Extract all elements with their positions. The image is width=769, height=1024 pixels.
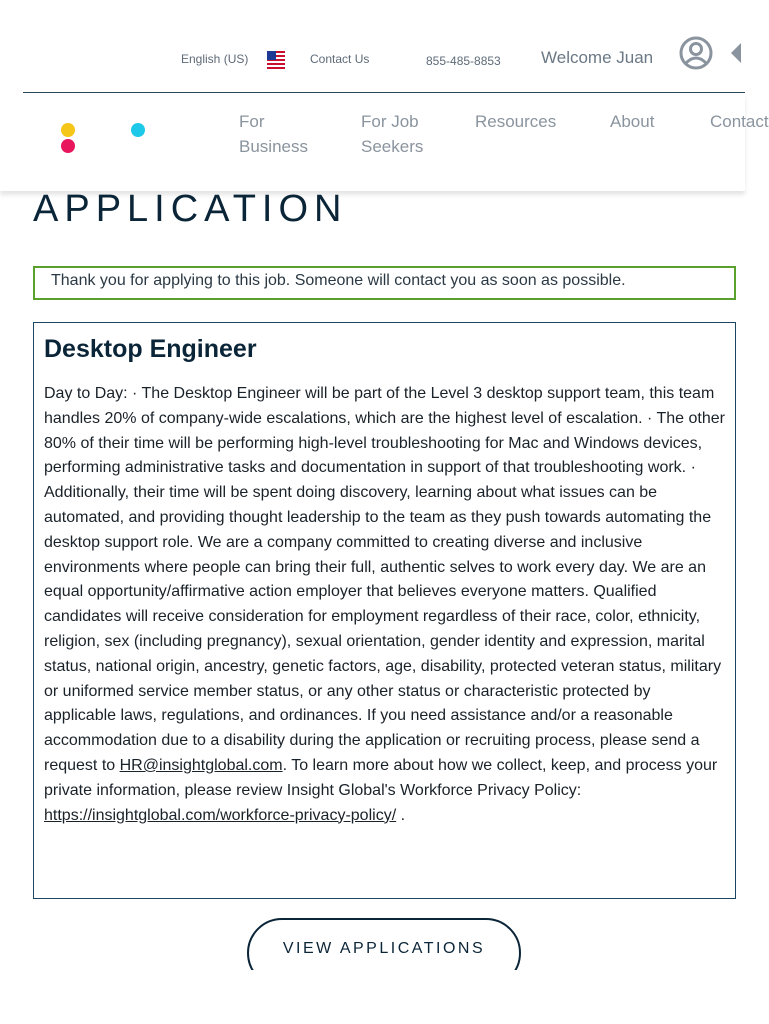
nav-for-business[interactable]: For Business [239, 112, 308, 156]
logo[interactable] [60, 121, 152, 157]
nav-for-job-seekers[interactable]: For Job Seekers [361, 112, 424, 156]
logo-dot-pink [61, 139, 75, 153]
job-description-end: . [396, 806, 406, 824]
logo-dot-yellow [61, 123, 75, 137]
job-description-text: Day to Day: · The Desktop Engineer will be part of the Level 3 desktop support team, this team handles 20% of company-wide escalations, which are the highest level of escalation. · The other 80% of their time will be performing high-level troubleshooting for Mac and Windows devices, performing administrative tasks and documentation in support of that troubleshooting work. · Additionally, their time will be spent doing discovery, learning about what issues can be automated, and providing thought leadership to the team as they push towards automating the desktop support role. We are a company committed to creating diverse and inclusive environments where people can bring their full, authentic selves to work every day. We are an equal opportunity/affirmative action employer that believes everyone matters. Qualified candidates will receive consideration for employment regardless of their race, color, ethnicity, religion, sex (including pregnancy), sexual orientation, gender identity and expression, marital status, national origin, ancestry, genetic factors, age, disability, protected veteran status, military or uniformed service member status, or any other status or characteristic protected by applicable laws, regulations, and ordinances. If you need assistance and/or a reasonable accommodation due to a disability during the application or recruiting process, please send a request to [44, 385, 725, 774]
main-nav [0, 93, 769, 191]
logo-dot-cyan [131, 123, 145, 137]
privacy-policy-link[interactable]: https://insightglobal.com/workforce-privacy-policy/ [44, 806, 397, 824]
page-title: APPLICATION [33, 188, 348, 230]
nav-resources[interactable]: Resources [475, 112, 557, 131]
caret-left-icon[interactable] [730, 42, 742, 64]
us-flag-icon[interactable] [267, 51, 285, 69]
nav-about[interactable]: About [610, 112, 655, 131]
page-footer-space [0, 970, 768, 1024]
hr-email-link[interactable]: HR@insightglobal.com [119, 756, 283, 774]
language-selector[interactable]: English (US) [181, 52, 249, 66]
job-title: Desktop Engineer [44, 335, 257, 363]
contact-us-link[interactable]: Contact Us [310, 52, 370, 66]
phone-number[interactable]: 855-485-8853 [426, 54, 501, 68]
success-alert: Thank you for applying to this job. Someone will contact you as soon as possible. [33, 266, 736, 300]
user-account-icon[interactable] [679, 36, 713, 70]
nav-contact[interactable]: Contact [710, 112, 769, 131]
job-description-text-2: . To learn more about how we collect, keep, and process your private information, please review Insight Global's Workforce Privacy Policy: [44, 756, 718, 799]
welcome-user: Welcome Juan [541, 48, 654, 67]
view-applications-button[interactable]: VIEW APPLICATIONS [247, 918, 521, 988]
job-card [33, 322, 736, 899]
job-description [44, 382, 725, 828]
utility-bar [0, 0, 768, 92]
